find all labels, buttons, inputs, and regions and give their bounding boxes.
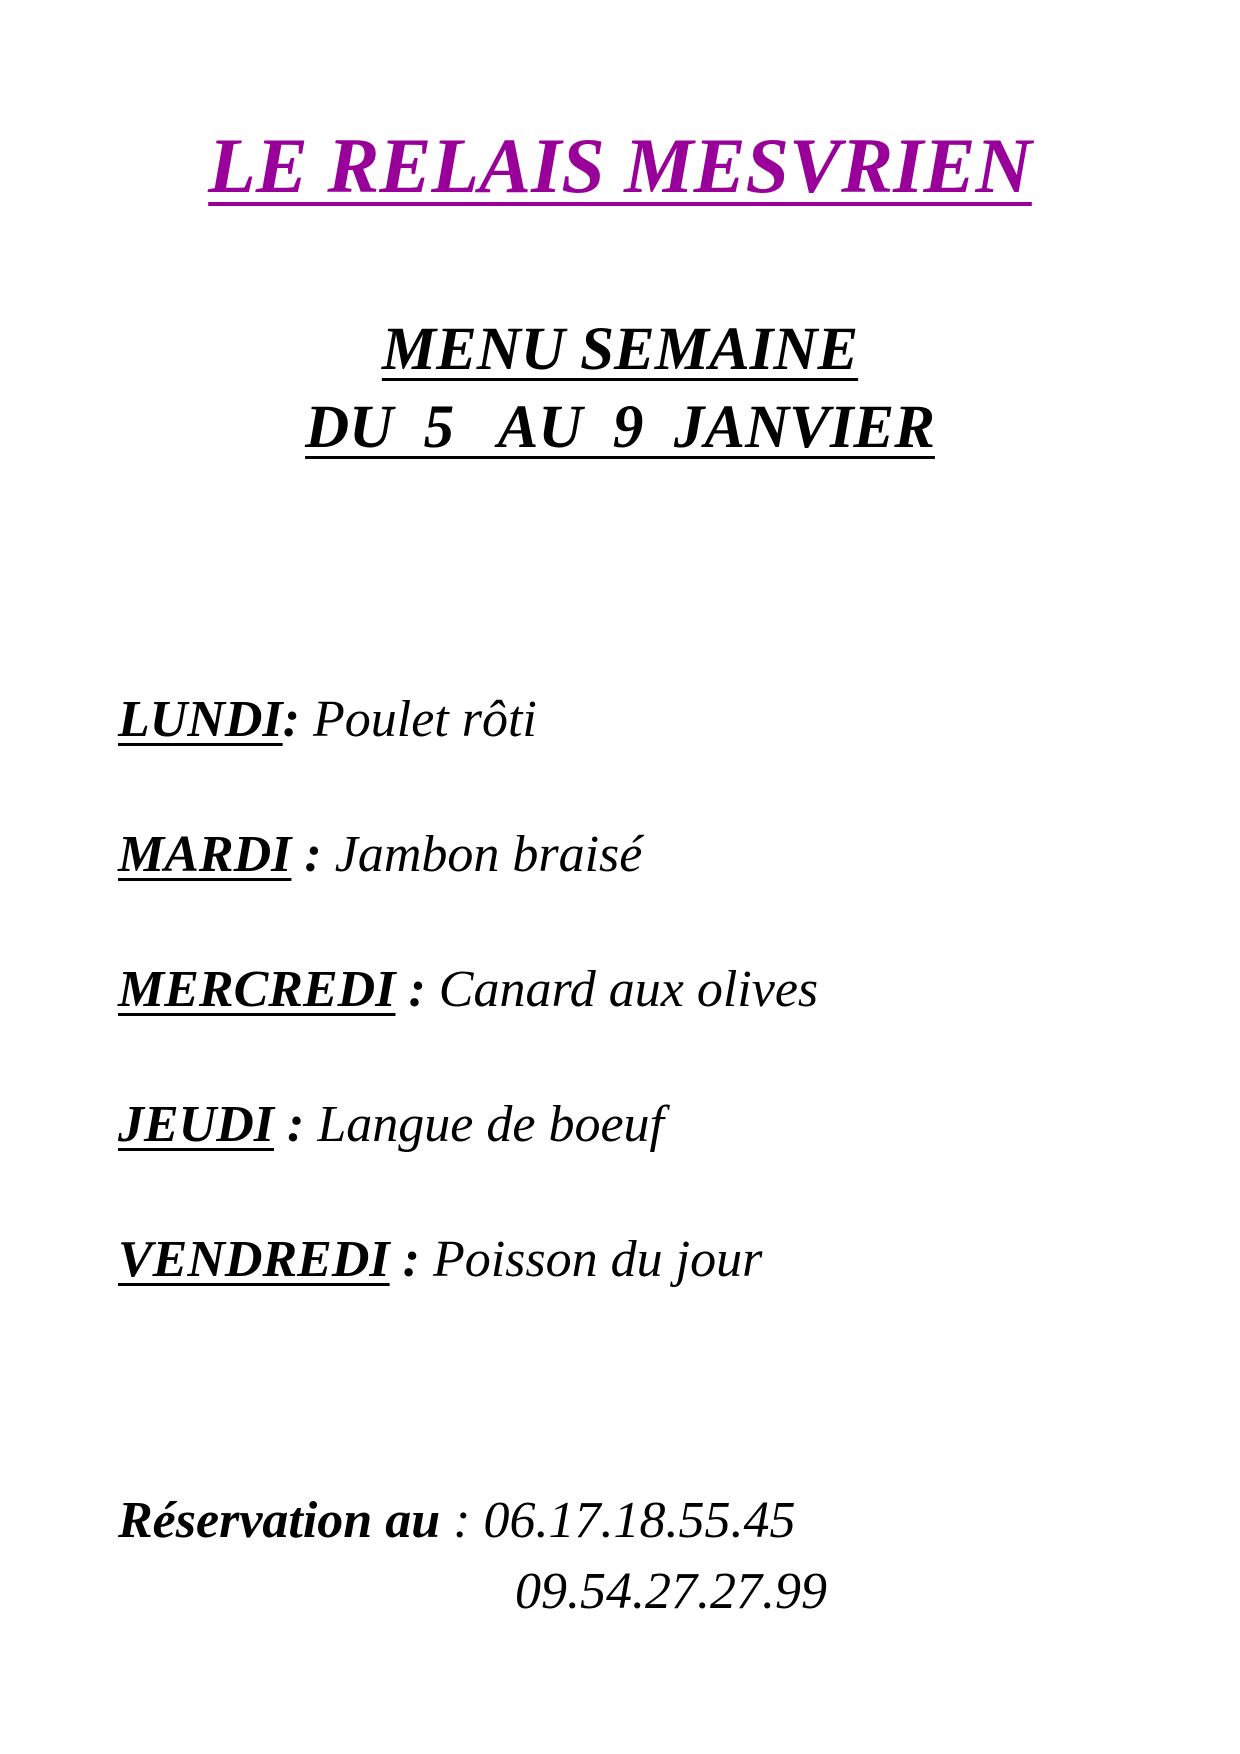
day-separator: : bbox=[395, 961, 439, 1018]
day-separator: : bbox=[291, 826, 335, 883]
dish-name: Poisson du jour bbox=[432, 1231, 763, 1288]
day-separator: : bbox=[389, 1231, 433, 1288]
menu-item-jeudi bbox=[118, 1090, 1178, 1225]
day-separator: : bbox=[282, 691, 313, 748]
dish-name: Canard aux olives bbox=[438, 961, 819, 1018]
day-label: VENDREDI bbox=[118, 1231, 390, 1288]
menu-item-vendredi bbox=[118, 1225, 1178, 1360]
menu-subtitle: MENU SEMAINE bbox=[381, 316, 859, 383]
dish-name: Langue de boeuf bbox=[317, 1096, 664, 1153]
dish-name: Jambon braisé bbox=[334, 826, 643, 883]
day-label: MERCREDI bbox=[118, 961, 396, 1018]
day-label: MARDI bbox=[118, 826, 292, 883]
reservation-separator: : bbox=[440, 1492, 484, 1549]
phone-number-1: 06.17.18.55.45 bbox=[483, 1492, 796, 1549]
day-separator: : bbox=[274, 1096, 318, 1153]
day-label: LUNDI bbox=[118, 691, 283, 748]
menu-item-lundi bbox=[118, 685, 1178, 820]
reservation-label: Réservation au bbox=[118, 1492, 441, 1549]
day-label: JEUDI bbox=[118, 1096, 275, 1153]
menu-date-range: DU 5 AU 9 JANVIER bbox=[305, 394, 935, 461]
restaurant-title: LE RELAIS MESVRIEN bbox=[208, 122, 1032, 209]
phone-number-2: 09.54.27.27.99 bbox=[515, 1563, 827, 1620]
reservation-line bbox=[118, 1488, 795, 1554]
dish-name: Poulet rôti bbox=[313, 691, 537, 748]
reservation-line-2 bbox=[515, 1559, 827, 1625]
menu-item-mercredi bbox=[118, 955, 1178, 1090]
weekly-menu-list bbox=[118, 685, 1178, 1360]
menu-item-mardi bbox=[118, 820, 1178, 955]
